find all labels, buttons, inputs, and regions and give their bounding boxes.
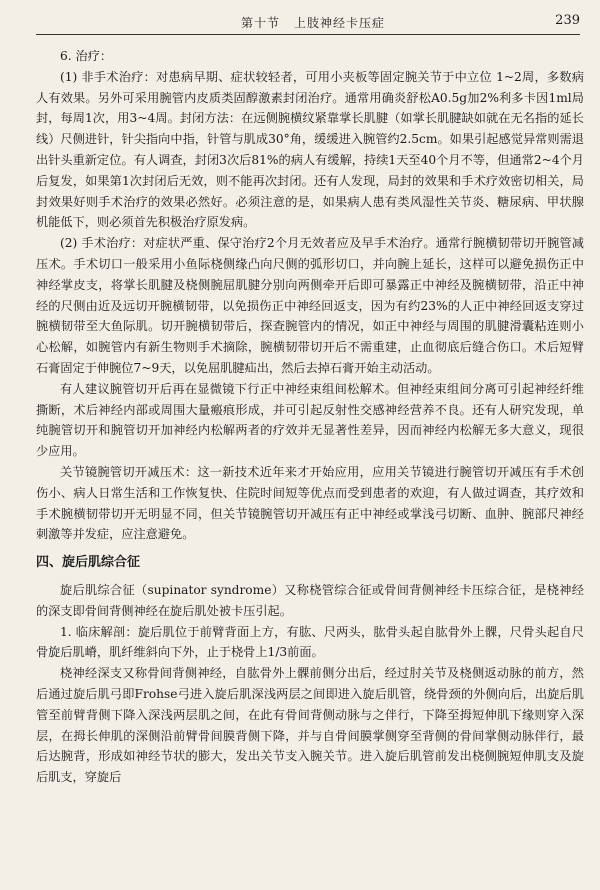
running-header [36, 8, 580, 35]
paragraph-arthroscopy: 关节镜腕管切开减压术：这一新技术近年来才开始应用，应用关节镜进行腕管切开减压有手术创伤小、病人日常生活和工作恢复快、住院时间短等优点而受到患者的欢迎，有人做过调查，其疗效和手术腕横韧带切开无明显不同，但关节镜腕管切开减压有正中神经或掌浅弓切断、血肿、腕部尺神经刺激等并发症，应注意避免。 [36, 464, 584, 542]
running-title [241, 14, 385, 31]
paragraph-surgical: (2) 手术治疗：对症状严重、保守治疗2个月无效者应及早手术治疗。通常行腕横韧带切开腕管减压术。手术切口一般采用小鱼际桡侧缘凸向尺侧的弧形切口，并向腕上延长，这样可以避免损伤正中神经掌皮支，将掌长肌腱及桡侧腕屈肌腱分别向两侧牵开后即可暴露正中神经及腕横韧带，沿正中神经的尺侧由近及远切开腕横韧带，以免损伤正中神经回返支，因为有约23%的人正中神经回返支穿过腕横韧带至大鱼际肌。切开腕横韧带后，探查腕管内的情况，如正中神经与周围的肌腱滑囊粘连则小心松解，如腕管内有新生物则手术摘除，腕横韧带切开后不需重建，止血彻底后缝合伤口。术后短臂石膏固定于伸腕位7~9天，以免屈肌腱疝出，然后去掉石膏开始主动活动。 [36, 236, 584, 375]
paragraph-definition: 旋后肌综合征（supinator syndrome）又称桡管综合征或骨间背侧神经卡压综合征，是桡神经的深支即骨间背侧神经在旋后肌处被卡压引起。 [36, 582, 584, 618]
chapter-title: 上肢神经卡压症 [294, 16, 386, 30]
section-heading-supinator: 四、旋后肌综合征 [36, 555, 141, 571]
page-number: 239 [555, 13, 580, 28]
paragraph-anatomy-2: 桡神经深支又称骨间背侧神经，自肱骨外上髁前侧分出后，经过肘关节及桡侧返动脉的前方，然后通过旋后肌弓即Frohse弓进入旋后肌深浅两层之间即进入旋后肌管，绕骨颈的外侧向后，出旋后肌管至前臂背侧下降入深浅两层肌之间，在此有骨间背侧动脉与之伴行，下降至拇短伸肌下缘则穿入深层，在拇长伸肌的深侧沿前臂骨间膜背侧下降，并与自骨间膜掌侧穿至背侧的骨间掌侧动脉伴行，最后达腕背，形成如神经节状的膨大，发出关节支入腕关节。进入旋后肌管前发出桡侧腕短伸肌支及旋后肌支，穿旋后 [36, 666, 584, 785]
section-label: 第十节 [241, 16, 281, 30]
paragraph-nonsurgical: (1) 非手术治疗：对患病早期、症状较轻者，可用小夹板等固定腕关节于中立位 1~2周，多数病人有效果。另外可采用腕管内皮质类固醇激素封闭治疗。通常用确炎舒松A0.5g加2%利多卡因1ml局封，每周1次，用3~4周。封闭方法：在远侧腕横纹紧靠掌长肌腱（如掌长肌腱缺如就在无名指的延长线）尺侧进针，针尖指向中指，针管与肌成30°角，缓缓进入腕管约2.5cm。如果引起感觉异常则需退出针头重新定位。有人调查，封闭3次后81%的病人有缓解，持续1天至40个月不等，但通常2~4个月后复发，如果第1次封闭后无效，则不能再次封闭。还有人发现，局封的效果和手术疗效密切相关，局封效果好则手术治疗的效果必然好。必须注意的是，如果病人患有类风湿性关节炎、糖尿病、甲状腺机能低下，则必须首先积极治疗原发病。 [36, 69, 584, 230]
page-body [36, 42, 584, 788]
paragraph-anatomy-1: 1. 临床解剖：旋后肌位于前臂背面上方，有肱、尺两头，肱骨头起自肱骨外上髁，尺骨头起自尺骨旋后肌嵴，肌纤维斜向下外，止于桡骨上1/3前面。 [36, 624, 584, 660]
paragraph-neurolysis: 有人建议腕管切开后再在显微镜下行正中神经束组间松解术。但神经束组间分离可引起神经纤维撕断，术后神经内部或周围大量瘢痕形成，并可引起反射性交感神经营养不良。还有人研究发现，单纯腕管切开和腕管切开加神经内松解两者的疗效并无显著性差异，因而神经内松解无多大意义，现很少应用。 [36, 381, 584, 459]
treatment-heading: 6. 治疗： [60, 49, 113, 63]
